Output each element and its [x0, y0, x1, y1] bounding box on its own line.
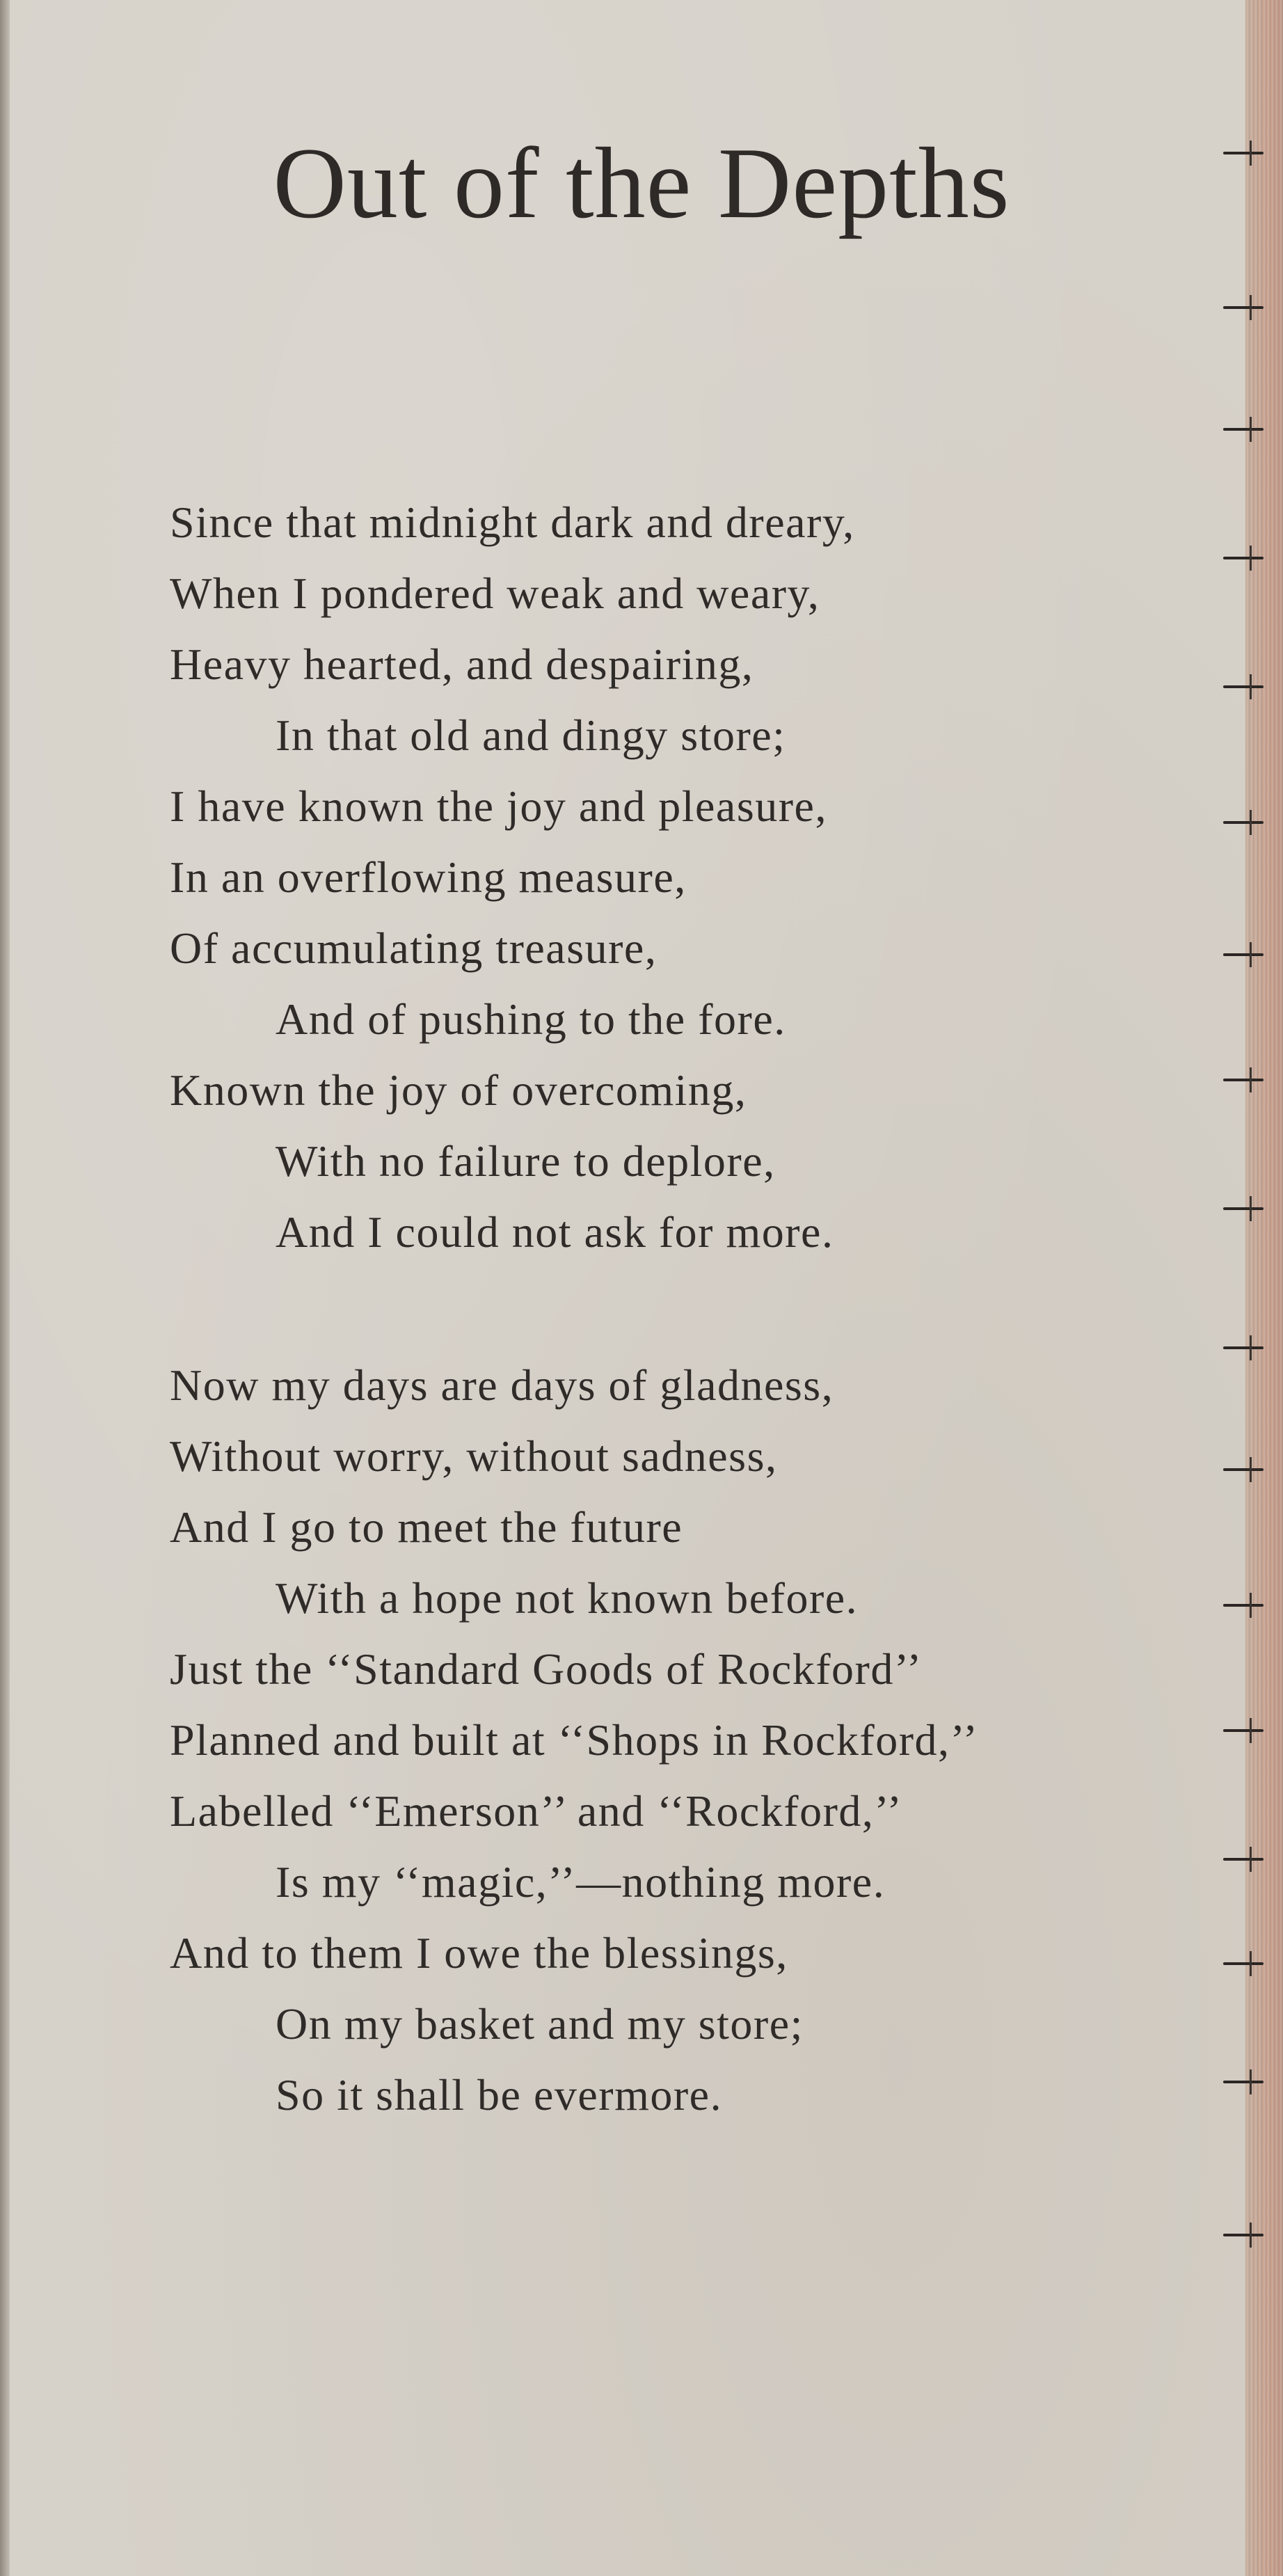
page-left-edge	[0, 0, 10, 2576]
binding-spine	[1245, 0, 1283, 2576]
binding-stitch	[1223, 1858, 1264, 1861]
poem-line: In that old and dingy store;	[276, 710, 786, 760]
poem-stanza-2	[170, 1350, 978, 2131]
binding-stitch	[1223, 557, 1264, 559]
poem-line: Without worry, without sadness,	[170, 1431, 778, 1481]
binding-stitch	[1223, 1729, 1264, 1732]
binding-stitch	[1223, 1604, 1264, 1607]
poem-line: And of pushing to the fore.	[276, 994, 786, 1044]
binding-stitch	[1223, 821, 1264, 824]
poem-line: Labelled ‘‘Emerson’’ and ‘‘Rockford,’’	[170, 1786, 903, 1836]
poem-title: Out of the Depths	[273, 127, 1010, 239]
poem-line: Just the ‘‘Standard Goods of Rockford’’	[170, 1644, 923, 1694]
binding-stitch	[1223, 685, 1264, 688]
poem-line: With no failure to deplore,	[276, 1136, 776, 1186]
binding-stitch	[1223, 2081, 1264, 2083]
binding-stitch	[1223, 1468, 1264, 1471]
poem-line: And I go to meet the future	[170, 1502, 683, 1552]
poem-line: Known the joy of overcoming,	[170, 1065, 747, 1115]
poem-line: In an overflowing measure,	[170, 852, 687, 902]
binding-stitch	[1223, 1079, 1264, 1081]
poem-line: Planned and built at ‘‘Shops in Rockford,’’	[170, 1715, 979, 1765]
poem-line: Heavy hearted, and despairing,	[170, 639, 754, 689]
poem-line: Of accumulating treasure,	[170, 923, 658, 973]
poem-line: When I pondered weak and weary,	[170, 569, 820, 618]
binding-stitch	[1223, 1962, 1264, 1965]
binding-stitch	[1223, 953, 1264, 956]
poem-line: Is my ‘‘magic,’’—nothing more.	[276, 1857, 886, 1907]
poem-line: With a hope not known before.	[276, 1573, 859, 1623]
binding-stitch	[1223, 2234, 1264, 2236]
poem-line: And I could not ask for more.	[276, 1207, 834, 1257]
poem-line: And to them I owe the blessings,	[170, 1928, 788, 1978]
binding-stitch	[1223, 306, 1264, 309]
poem-line: Since that midnight dark and dreary,	[170, 498, 855, 547]
poem-stanza-1	[170, 487, 855, 1268]
poem-line: On my basket and my store;	[276, 1999, 804, 2049]
poem-line: Now my days are days of gladness,	[170, 1360, 834, 1410]
binding-stitch	[1223, 1346, 1264, 1349]
poem-line: So it shall be evermore.	[276, 2070, 723, 2120]
binding-stitch	[1223, 428, 1264, 431]
poem-line: I have known the joy and pleasure,	[170, 781, 827, 831]
binding-stitch	[1223, 1207, 1264, 1210]
